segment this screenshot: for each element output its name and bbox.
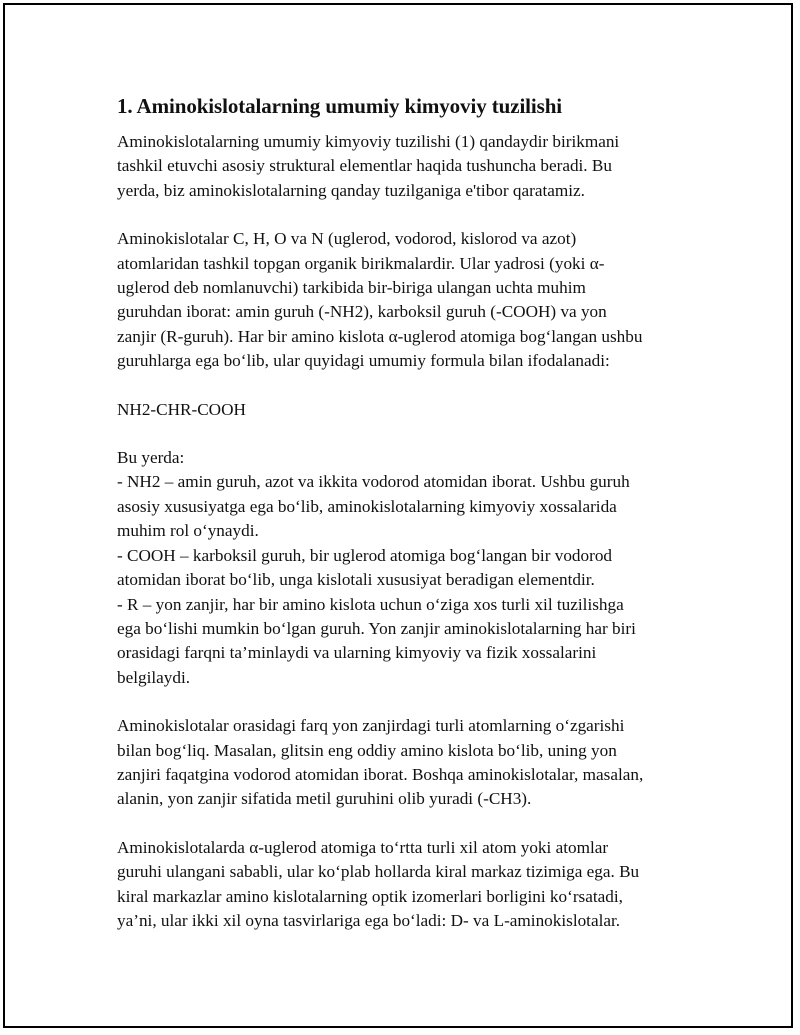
general-formula: NH2-CHR-COOH — [117, 399, 246, 419]
group-definitions-paragraph: Bu yerda: - NH2 – amin guruh, azot va ikkita vodorod atomidan iborat. Ushbu guruh asosiy xususiyatga ega bo‘lib, aminokislotalarning kimyoviy xossalarida muhim rol o‘ynaydi. - COOH – karboksil guruh, bir uglerod atomiga bog‘langan bir vodorod atomidan iborat bo‘lib, unga kislotali xususiyat beradigan elementdir. - R – yon zanjir, har bir amino kislota uchun o‘ziga xos turli xil tuzilishga ega bo‘lishi mumkin bo‘lgan guruh. Yon zanjir aminokislotalarning har biri orasidagi farqni ta’minlaydi va ularning kimyoviy va fizik xossalarini belgilaydi. — [117, 448, 636, 687]
chirality-paragraph: Aminokislotalarda α-uglerod atomiga to‘rtta turli xil atom yoki atomlar guruhi ulangani sababli, ular ko‘plab hollarda kiral markaz tizimiga ega. Bu kiral markazlar amino kislotalarning optik izomerlari borligini ko‘rsatadi, ya’ni, ular ikki xil oyna tasvirlariga ega bo‘ladi: D- va L-aminokislotalar. — [117, 837, 640, 930]
composition-paragraph: Aminokislotalar C, H, O va N (uglerod, vodorod, kislorod va azot) atomlaridan tashkil topgan organik birikmalardir. Ular yadrosi (yoki α- uglerod deb nomlanuvchi) tarkibida bir-biriga ulangan uchta muhim guruhdan iborat: amin guruh (-NH2), karboksil guruh (-COOH) va yon zanjir (R-guruh). Har bir amino kislota α-uglerod atomiga bog‘langan ushbu guruhlarga ega bo‘lib, ular quyidagi umumiy formula bilan ifodalanadi: — [117, 229, 643, 371]
side-chain-paragraph: Aminokislotalar orasidagi farq yon zanjirdagi turli atomlarning o‘zgarishi bilan bog‘liq. Masalan, glitsin eng oddiy amino kislota bo‘lib, uning yon zanjiri faqatgina vodorod atomidan iborat. Boshqa aminokislotalar, masalan, alanin, yon zanjir sifatida metil guruhini olib yuradi (-CH3). — [117, 716, 644, 809]
section-heading: 1. Aminokislotalarning umumiy kimyoviy tuzilishi — [117, 94, 563, 118]
intro-paragraph: Aminokislotalarning umumiy kimyoviy tuzilishi (1) qandaydir birikmani tashkil etuvchi asosiy struktural elementlar haqida tushuncha beradi. Bu yerda, biz aminokislotalarning qanday tuzilganiga e'tibor qaratamiz. — [117, 132, 620, 200]
document-body — [117, 92, 692, 957]
